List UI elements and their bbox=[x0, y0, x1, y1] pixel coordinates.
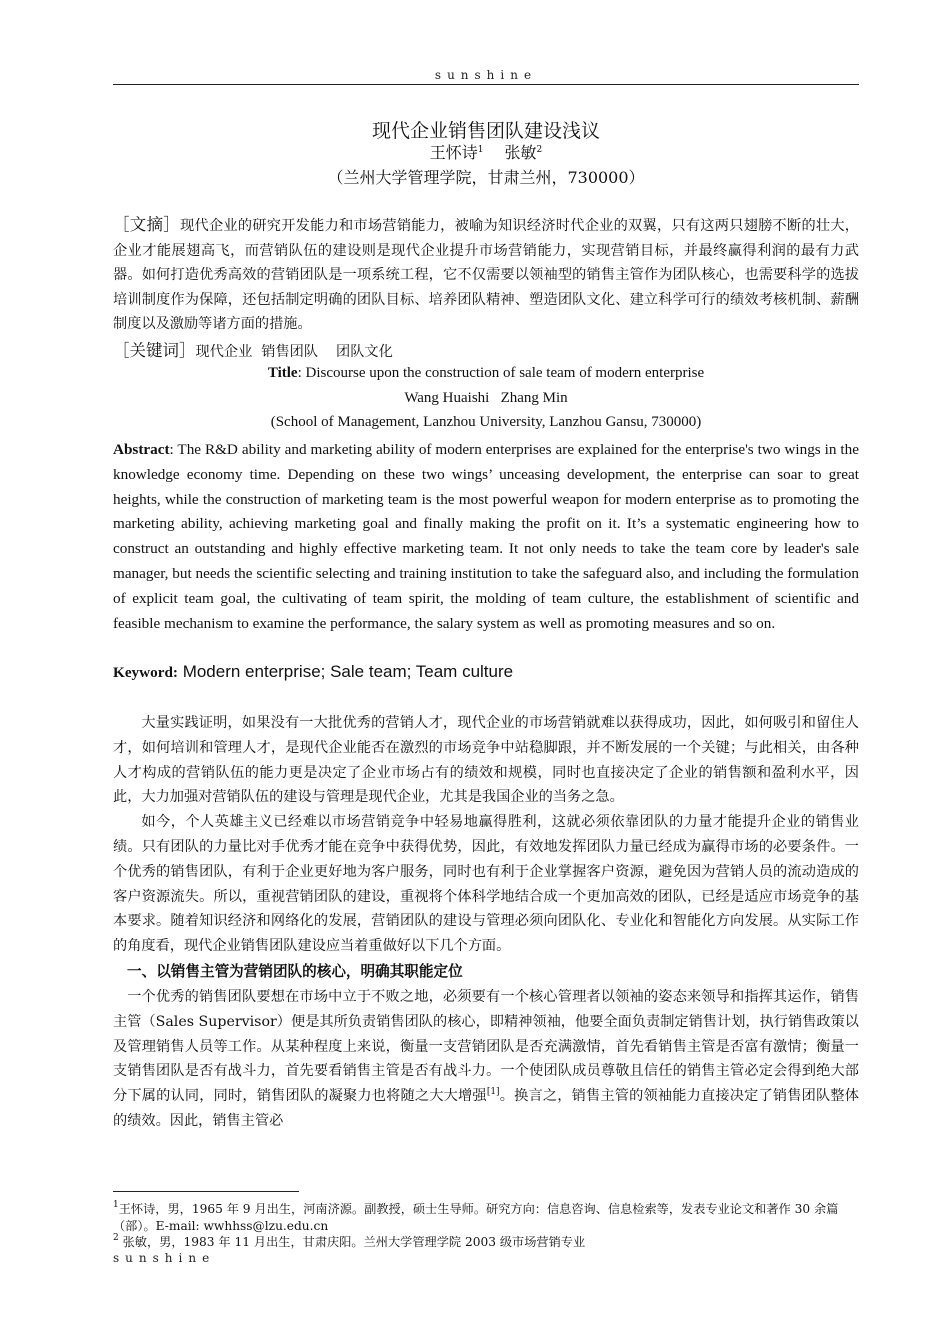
english-abstract-text: : The R&D ability and marketing ability of modern enterprises are explained for the enterprise's two wings in the knowledge economy time. Depending on these two wings’ unceasing development, the enterprise can soar to great heights, while the construction of marketing team is the most powerful weapon for modern enterprise as to promoting the marketing ability, achieving marketing goal and finally making the profit on it. It’s a systematic engineering how to construct an outstanding and highly effective marketing team. It not only needs to take the team core by leader's sale manager, but needs the scientific selecting and training institution to take the safeguard also, and including the formulation of explicit team goal, the cultivating of team spirit, the molding of team culture, the establishment of scientific and feasible mechanism to examine the performance, the salary system as well as promoting measures and so on. bbox=[113, 441, 859, 632]
footnote-rule bbox=[113, 1191, 299, 1192]
body-paragraph-1: 大量实践证明，如果没有一大批优秀的营销人才，现代企业的市场营销就难以获得成功，因此，如何吸引和留住人才，如何培训和管理人才，是现代企业能否在激烈的市场竞争中站稳脚跟，并不断发展的一个关键；与此相关，由各种人才构成的营销队伍的能力更是决定了企业市场占有的绩效和规模，同时也直接决定了企业的销售额和盈利水平，因此，大力加强对营销队伍的建设与管理是现代企业，尤其是我国企业的当务之急。 bbox=[113, 715, 859, 806]
body-text bbox=[113, 711, 859, 1134]
affiliation: （兰州大学管理学院，甘肃兰州，730000） bbox=[327, 168, 645, 187]
chinese-abstract bbox=[113, 213, 859, 337]
english-keywords-label: Keyword: bbox=[113, 664, 178, 681]
english-title-text: : Discourse upon the construction of sale team of modern enterprise bbox=[297, 365, 705, 381]
header-rule bbox=[113, 84, 859, 85]
chinese-abstract-label: ［文摘］ bbox=[113, 215, 181, 234]
body-paragraph-3-part-b: 。换言之，销售主管的领袖能力直接决定了销售团队整体的绩效。因此，销售主管必 bbox=[113, 1088, 859, 1129]
body-paragraph-3-part-a: 一个优秀的销售团队要想在市场中立于不败之地，必须要有一个核心管理者以领袖的姿态来领导和指挥其运作，销售主管（Sales Supervisor）便是其所负责销售团队的核心，即精神领袖，他要全面负责制定销售计划，执行销售政策以及管理销售人员等工作。从某种程度上来说，衡量一支营销团队是否充满激情，首先看销售主管是否富有激情；衡量一支销售团队是否有战斗力，首先要看销售主管是否有战斗力。一个使团队成员尊敬且信任的销售主管必定会得到绝大部分下属的认同，同时，销售团队的凝聚力也将随之大大增强 bbox=[113, 988, 859, 1105]
footnote-1 bbox=[113, 1201, 859, 1234]
chinese-abstract-text: 现代企业的研究开发能力和市场营销能力，被喻为知识经济时代企业的双翼，只有这两只翅膀不断的壮大，企业才能展翅高飞，而营销队伍的建设则是现代企业提升市场营销能力，实现营销目标，并最终赢得利润的最有力武器。如何打造优秀高效的营销团队是一项系统工程，它不仅需要以领袖型的销售主管作为团队核心，也需要科学的选拔培训制度作为保障，还包括制定明确的团队目标、培养团队精神、塑造团队文化、建立科学可行的绩效考核机制、薪酬制度以及激励等诸方面的措施。 bbox=[113, 218, 859, 333]
footnote-1-text: 王怀诗，男，1965 年 9 月出生，河南济源。副教授，硕士生导师。研究方向：信息咨询、信息检索等，发表专业论文和著作 30 余篇（部）。E-mail: wwhhss@lzu.edu.cn bbox=[113, 1202, 839, 1233]
author-line bbox=[113, 140, 859, 163]
english-title-label: Title bbox=[267, 365, 298, 381]
author-1: 王怀诗 bbox=[429, 143, 478, 162]
footnote-2-text: 张敏，男，1983 年 11 月出生，甘肃庆阳。兰州大学管理学院 2003 级市场营销专业 bbox=[118, 1235, 586, 1249]
paper-title: 现代企业销售团队建设浅议 bbox=[371, 120, 600, 142]
author-2: 张敏 bbox=[483, 143, 537, 162]
section-heading-1: 一、以销售主管为营销团队的核心，明确其职能定位 bbox=[127, 962, 463, 980]
footnote-2 bbox=[113, 1234, 859, 1251]
footnote-2-mark: 2 bbox=[113, 1233, 119, 1243]
citation-ref-1: [1] bbox=[486, 1087, 500, 1098]
running-footer: sunshine bbox=[113, 1251, 216, 1265]
english-keywords bbox=[113, 662, 859, 682]
running-header: sunshine bbox=[434, 68, 538, 82]
chinese-keywords bbox=[113, 339, 859, 364]
english-title bbox=[113, 365, 859, 382]
body-paragraph-2: 如今，个人英雄主义已经难以市场营销竞争中轻易地赢得胜利，这就必须依靠团队的力量才能提升企业的销售业绩。只有团队的力量比对手优秀才能在竞争中获得优势，因此，有效地发挥团队力量已经成为赢得市场的必要条件。一个优秀的销售团队，有利于企业更好地为客户服务，同时也有利于企业掌握客户资源，避免因为营销人员的流动造成的客户资源流失。所以，重视营销团队的建设，重视将个体科学地结合成一个更加高效的团队，已经是适应市场竞争的基本要求。随着知识经济和网络化的发展，营销团队的建设与管理必须向团队化、专业化和智能化方向发展。从实际工作的角度看，现代企业销售团队建设应当着重做好以下几个方面。 bbox=[113, 814, 859, 955]
english-abstract bbox=[113, 438, 859, 636]
english-keywords-text: Modern enterprise; Sale team; Team culture bbox=[177, 662, 514, 681]
english-abstract-label: Abstract bbox=[113, 441, 170, 458]
body-paragraph-3 bbox=[113, 985, 859, 1134]
english-affiliation: (School of Management, Lanzhou University, Lanzhou Gansu, 730000) bbox=[270, 414, 702, 430]
author-1-mark: 1 bbox=[477, 145, 484, 155]
english-authors: Wang Huaishi Zhang Min bbox=[404, 390, 568, 406]
chinese-keywords-label: ［关键词］ bbox=[113, 341, 196, 360]
author-2-mark: 2 bbox=[536, 145, 543, 155]
chinese-keywords-text: 现代企业 销售团队 团队文化 bbox=[195, 344, 393, 360]
footnote-1-mark: 1 bbox=[113, 1200, 119, 1210]
